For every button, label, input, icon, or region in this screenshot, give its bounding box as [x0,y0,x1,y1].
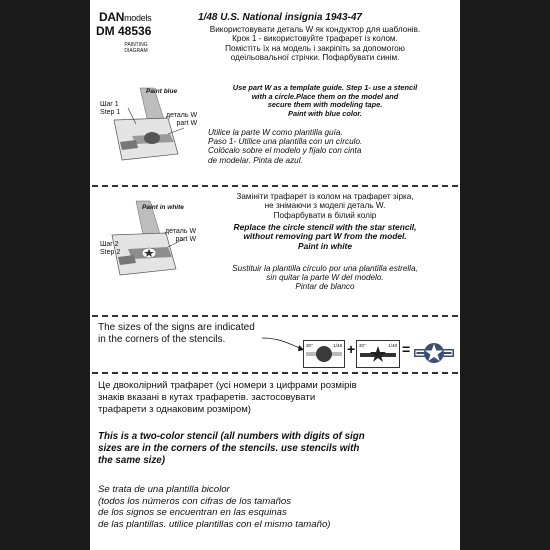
step2-ukrainian-text: Замініти трафарет із колом на трафарет зірка, не знімаючи з моделі деталь W. Пофарбувати в білий колір [236,192,414,220]
instruction-sheet [90,0,460,550]
sheet-title: 1/48 U.S. National insignia 1943-47 [198,12,362,23]
note-spanish-text: Se trata de una plantilla bicolor (todos los números con cifras de los tamaños de los signos se encuentran en las esquinas de las plantillas. utilice plantillas con el mismo tamaño) [98,484,331,530]
step1-part-label: деталь W part W [166,112,198,127]
plus-sign: + [347,341,356,357]
circle-stencil-size: 30" [306,343,313,348]
step2-spanish-text: Sustituir la plantilla círculo por una plantilla estrella, sin quitar la parte W del modelo. Pintar de blanco [232,264,418,292]
step1-ukrainian-text: Використовувати деталь W як кондуктор для шаблонів. Крок 1 - використовуйте трафарет із колом. Помістіть їх на модель і закріпіть за допомогою одеільовальної стрічки. Пофарбувати синім. [209,25,421,63]
separator-3 [92,372,458,374]
step2-part-label: деталь W part W [165,228,197,243]
step1-english-text: Use part W as a template guide. Step 1- use a stencil with a circle.Place them on the model and secure them with modeling tape. Paint with blue color. [232,83,418,118]
separator-1 [92,185,458,187]
sizes-note: The sizes of the signs are indicated in the corners of the stencils. [98,322,255,345]
note-ukrainian-text: Це двоколірний трафарет (усі номери з цифрами розмірів знаків вказані в кутах трафаретів. застосовувати трафарети з однаковим розміром) [98,380,357,416]
step2-english-text: Replace the circle stencil with the star stencil, without removing part W from the model. Paint in white [233,222,417,251]
star-stencil [356,340,400,368]
step2-label: Шаг 2 Step 2 [100,241,121,256]
painting-diagram-label: PAINTING DIAGRAM [124,42,148,54]
star-stencil-scale: 1/48 [388,343,397,348]
note-english-text: This is a two-color stencil (all numbers with digits of sign sizes are in the corners of the stencils. use stencils with the same size) [98,431,365,467]
step2-paint-label: Paint in white [142,204,184,211]
circle-stencil [303,340,345,368]
equals-sign: = [402,341,411,357]
separator-2 [92,315,458,317]
step1-paint-label: Paint blue [146,88,178,95]
step1-label: Шаг 1 Step 1 [100,101,121,116]
catalog-number: DM 48536 [96,24,152,38]
brand-logo: DANmodels [99,10,152,24]
step1-spanish-text: Utilice la parte W como plantilla guía. Paso 1- Utilice una plantilla con un círculo. Colócalo sobre el modelo y fíjalo con cinta de modelar. Pinta de azul. [208,128,363,165]
circle-stencil-scale: 1/48 [333,343,342,348]
insignia-result-icon [414,340,454,366]
star-stencil-size: 30" [359,343,366,348]
